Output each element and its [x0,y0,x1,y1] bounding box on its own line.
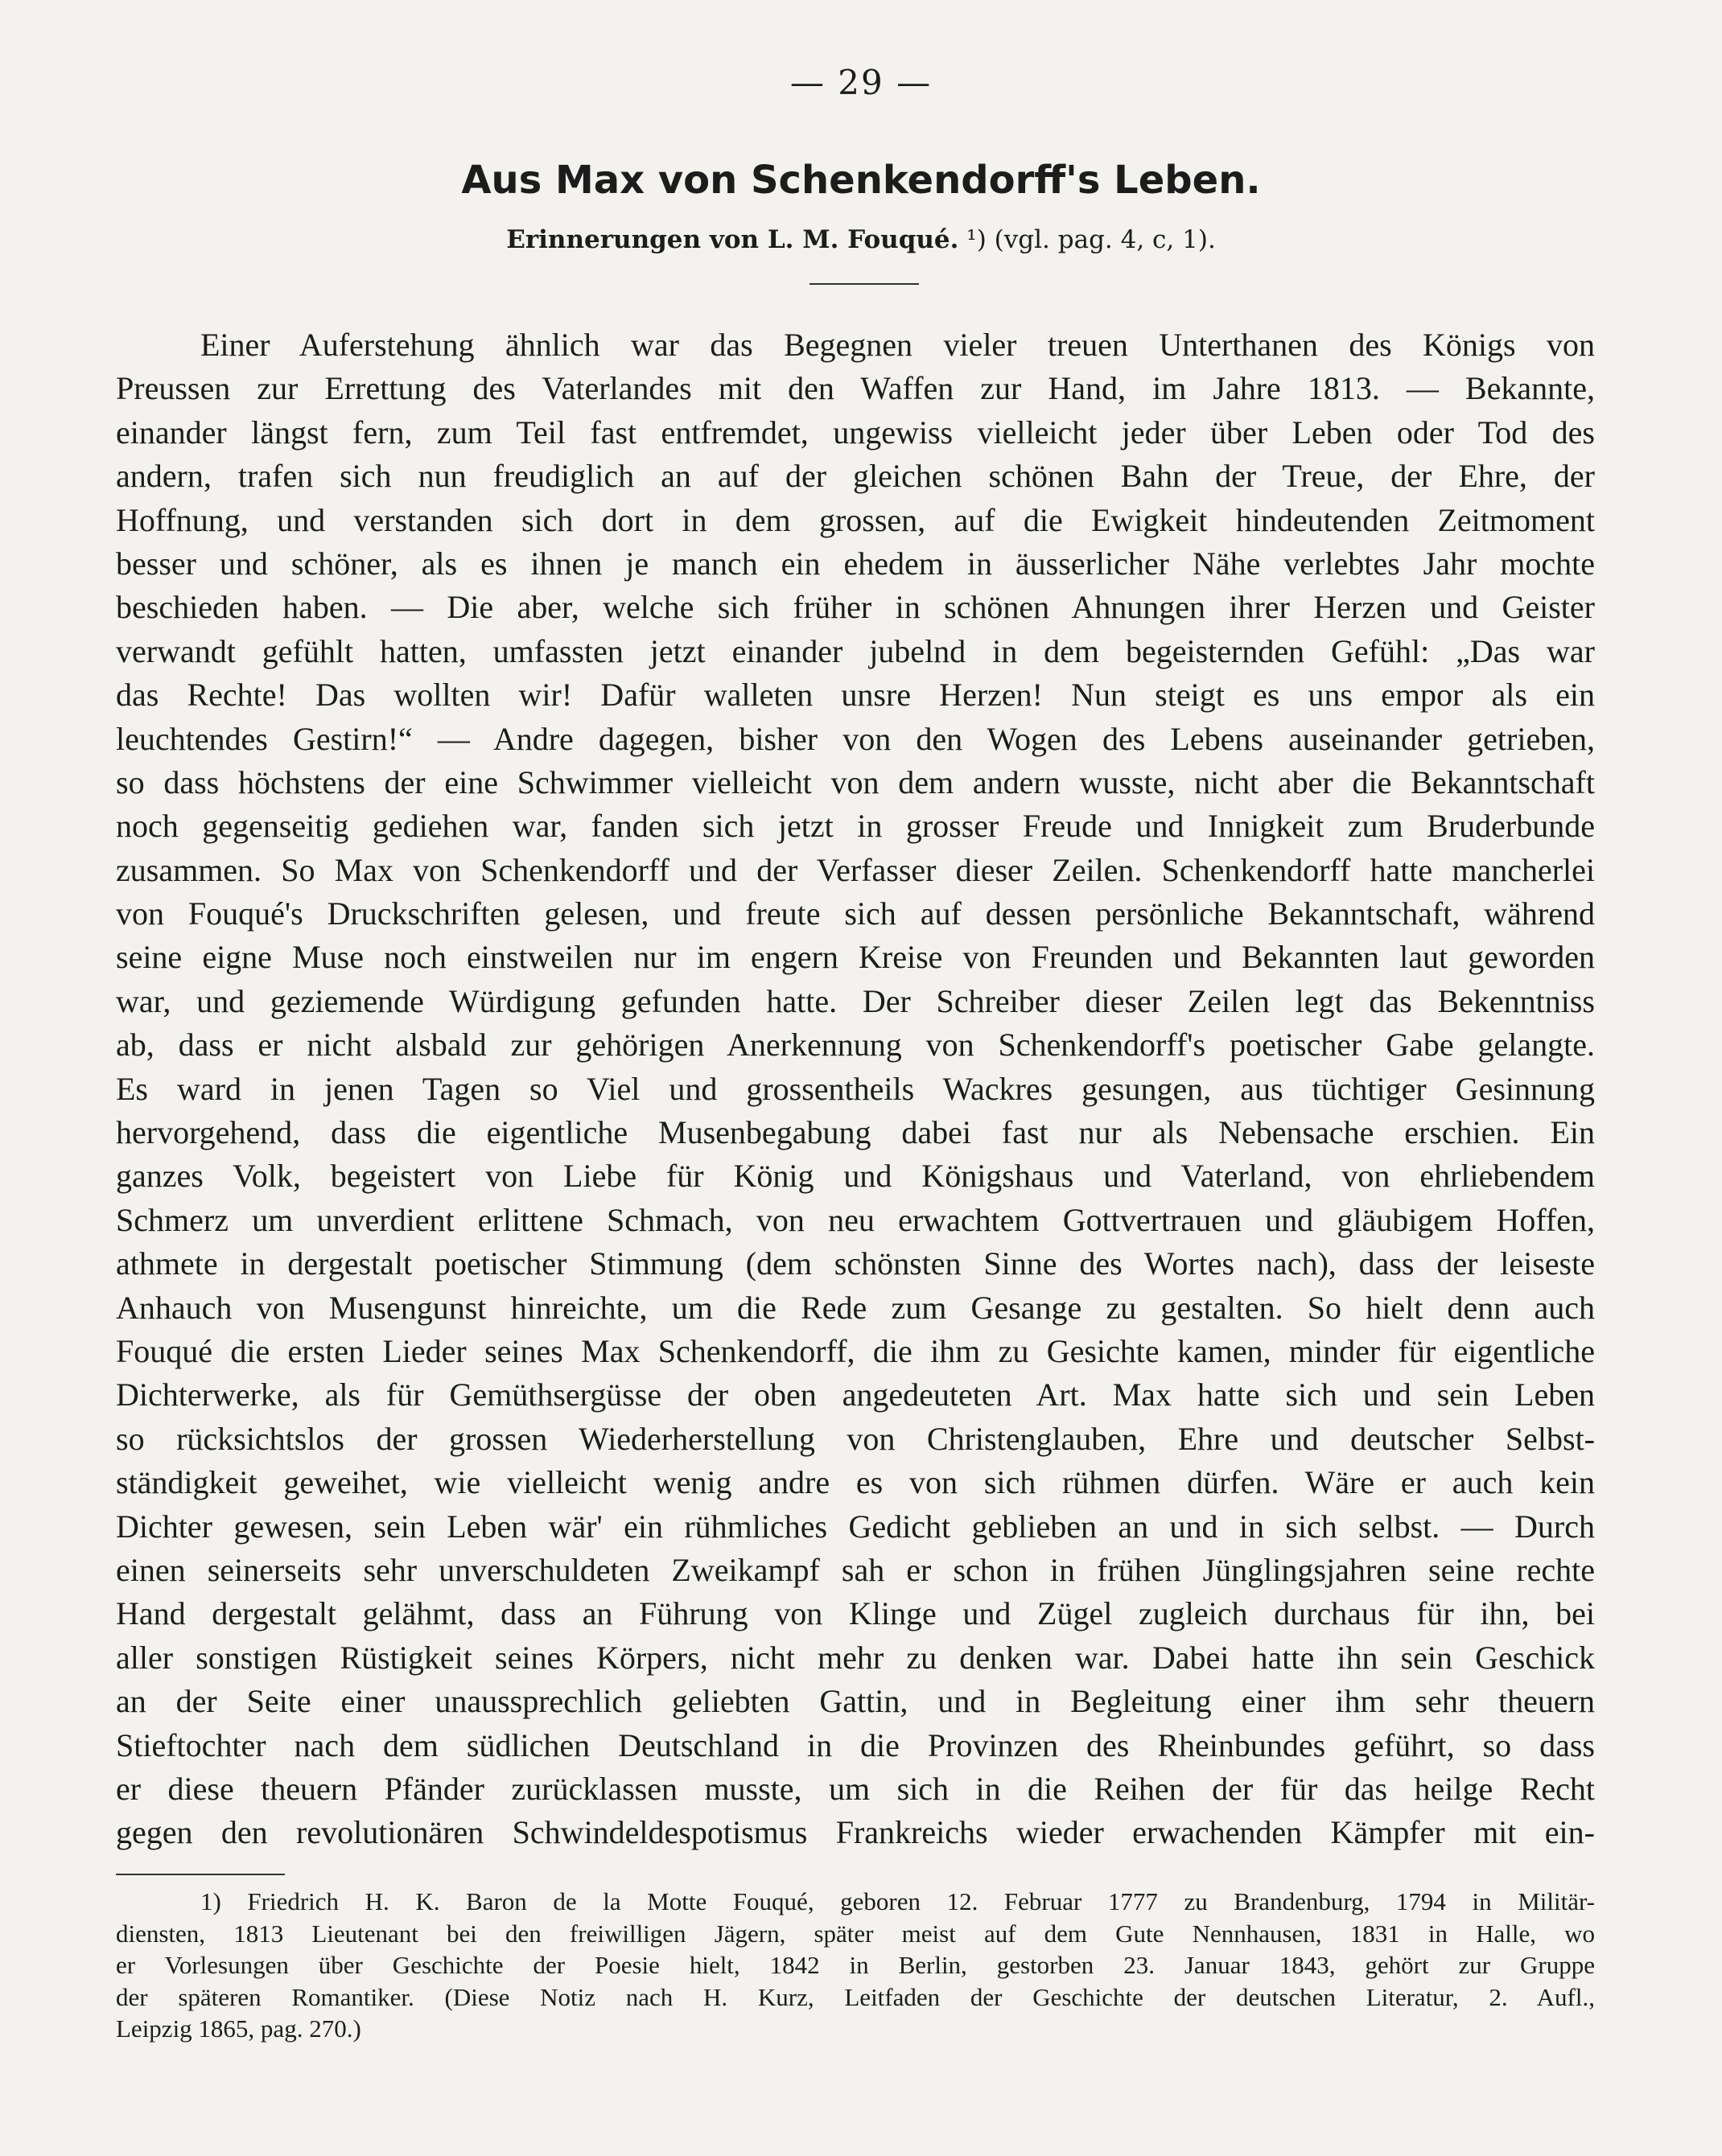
body-line: Preussen zur Errettung des Vaterlandes mit den Waffen zur Hand, im Jahre 1813. — Bekannte, [116,370,1595,407]
body-line: Einer Auferstehung ähnlich war das Begegnen vieler treuen Unterthanen des Königs von [200,327,1595,363]
body-line: so dass höchstens der eine Schwimmer vielleicht von dem andern wusste, nicht aber die Bekanntschaft [116,763,1595,800]
body-line: verwandt gefühlt hatten, umfassten jetzt einander jubelnd in dem begeisternden Gefühl: „Das war [116,632,1595,669]
subtitle-author: Erinnerungen von L. M. Fouqué. [506,225,959,254]
footnote-divider [116,1874,285,1875]
body-line: einen seinerseits sehr unverschuldeten Zweikampf sah er schon in frühen Jünglingsjahren seine rechte [116,1551,1595,1588]
body-line: besser und schöner, als es ihnen je manch ein ehedem in äusserlicher Nähe verlebtes Jahr mochte [116,545,1595,582]
page-number: — 29 — [789,63,933,102]
body-line: an der Seite einer unaussprechlich geliebten Gattin, und in Begleitung einer ihm sehr theuern [116,1683,1595,1720]
body-line: Schmerz um unverdient erlittene Schmach, von neu erwachtem Gottvertrauen und gläubigem Hoffen, [116,1201,1595,1238]
body-line: Dichter gewesen, sein Leben wär' ein rühmliches Gedicht geblieben an und in sich selbst. — Durch [116,1508,1595,1545]
body-line: so rücksichtslos der grossen Wiederherstellung von Christenglauben, Ehre und deutscher Selbst- [116,1420,1595,1457]
subtitle-reference: ¹) (vgl. pag. 4, c, 1). [966,225,1216,254]
body-text [116,323,1595,1855]
body-line: athmete in dergestalt poetischer Stimmung (dem schönsten Sinne des Wortes nach), dass der leiseste [116,1245,1595,1282]
body-line: Dichterwerke, als für Gemüthsergüsse der oben angedeuteten Art. Max hatte sich und sein Leben [116,1376,1595,1413]
body-line: leuchtendes Gestirn!“ — Andre dagegen, bisher von den Wogen des Lebens auseinander getrieben, [116,720,1595,757]
body-line: aller sonstigen Rüstigkeit seines Körpers, nicht mehr zu denken war. Dabei hatte ihn sein Geschick [116,1639,1595,1676]
footnote-line: Leipzig 1865, pag. 270.) [116,2014,361,2043]
body-line: hervorgehend, dass die eigentliche Musenbegabung dabei fast nur als Nebensache erschien. Ein [116,1114,1595,1151]
footnote-line: der späteren Romantiker. (Diese Notiz nach H. Kurz, Leitfaden der Geschichte der deutschen Literatur, 2. Aufl., [116,1982,1595,2011]
article-subtitle [0,225,1722,254]
body-line: war, und geziemende Würdigung gefunden hatte. Der Schreiber dieser Zeilen legt das Bekenntniss [116,982,1595,1019]
title-divider [810,283,919,285]
body-line: Anhauch von Musengunst hinreichte, um die Rede zum Gesange zu gestalten. So hielt denn auch [116,1289,1595,1326]
footnote-line: diensten, 1813 Lieutenant bei den freiwilligen Jägern, später meist auf dem Gute Nennhausen, 1831 in Halle, wo [116,1919,1595,1948]
body-line: andern, trafen sich nun freudiglich an auf der gleichen schönen Bahn der Treue, der Ehre, der [116,458,1595,495]
body-line: gegen den revolutionären Schwindeldespotismus Frankreichs wieder erwachenden Kämpfer mit ein- [116,1814,1595,1851]
body-line: ganzes Volk, begeistert von Liebe für König und Königshaus und Vaterland, von ehrliebendem [116,1158,1595,1195]
body-line: ständigkeit geweihet, wie vielleicht wenig andre es von sich rühmen dürfen. Wäre er auch kein [116,1464,1595,1501]
body-line: seine eigne Muse noch einstweilen nur im engern Kreise von Freunden und Bekannten laut geworden [116,939,1595,976]
body-line: einander längst fern, zum Teil fast entfremdet, ungewiss vielleicht jeder über Leben oder Tod des [116,414,1595,451]
footnote-line: er Vorlesungen über Geschichte der Poesie hielt, 1842 in Berlin, gestorben 23. Januar 1843, gehört zur Gruppe [116,1951,1595,1980]
body-line: noch gegenseitig gediehen war, fanden sich jetzt in grosser Freude und Innigkeit zum Bruderbunde [116,808,1595,845]
body-line: Hoffnung, und verstanden sich dort in dem grossen, auf die Ewigkeit hindeutenden Zeitmoment [116,501,1595,538]
body-line: er diese theuern Pfänder zurücklassen musste, um sich in die Reihen der für das heilge Recht [116,1770,1595,1807]
body-line: das Rechte! Das wollten wir! Dafür walleten unsre Herzen! Nun steigt es uns empor als ein [116,677,1595,714]
body-line: beschieden haben. — Die aber, welche sich früher in schönen Ahnungen ihrer Herzen und Geister [116,589,1595,626]
footnote-line: 1) Friedrich H. K. Baron de la Motte Fouqué, geboren 12. Februar 1777 zu Brandenburg, 1794 in Militär- [200,1887,1595,1915]
footnote [116,1886,1595,2045]
body-line: Fouqué die ersten Lieder seines Max Schenkendorff, die ihm zu Gesichte kamen, minder für eigentliche [116,1332,1595,1369]
article-title: Aus Max von Schenkendorff's Leben. [461,158,1261,203]
body-line: Stieftochter nach dem südlichen Deutschland in die Provinzen des Rheinbundes geführt, so dass [116,1726,1595,1763]
body-line: von Fouqué's Druckschriften gelesen, und freute sich auf dessen persönliche Bekanntschaft, während [116,895,1595,932]
body-line: Es ward in jenen Tagen so Viel und grossentheils Wackres gesungen, aus tüchtiger Gesinnung [116,1070,1595,1107]
body-line: ab, dass er nicht alsbald zur gehörigen Anerkennung von Schenkendorff's poetischer Gabe gelangte. [116,1027,1595,1064]
body-line: Hand dergestalt gelähmt, dass an Führung von Klinge und Zügel zugleich durchaus für ihn, bei [116,1595,1595,1632]
body-line: zusammen. So Max von Schenkendorff und der Verfasser dieser Zeilen. Schenkendorff hatte mancherlei [116,851,1595,888]
